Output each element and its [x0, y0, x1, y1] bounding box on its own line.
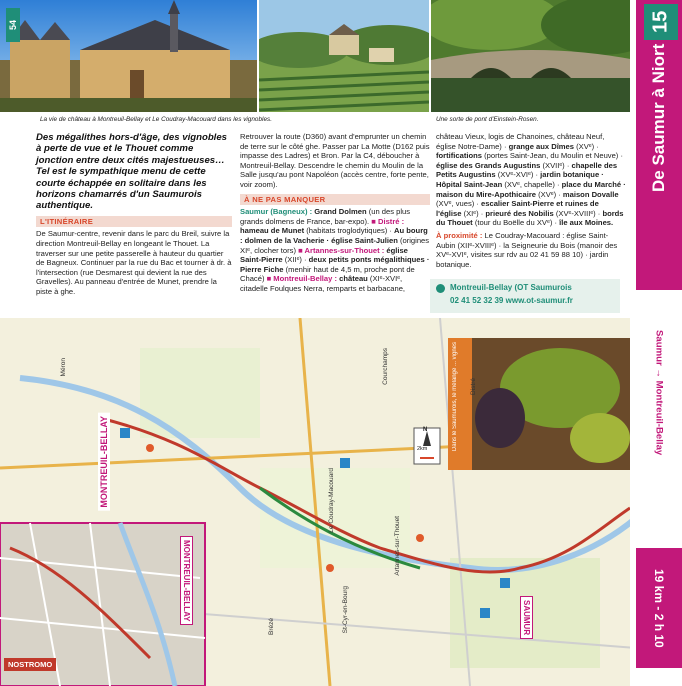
text: (XVᵉ-XVIIIᵉ) ·	[553, 208, 603, 218]
place-distre: ■ Distré :	[371, 216, 405, 226]
place-montreuil-bellay: ■ Montreuil-Bellay :	[266, 274, 337, 284]
text: (XVᵉ) ·	[536, 189, 563, 199]
place-artannes: ■ Artannes-sur-Thouet :	[298, 245, 385, 255]
photo-caption-right: Une sorte de pont d'Einstein-Rosen.	[436, 116, 539, 123]
route-number: 15	[644, 4, 678, 40]
place-saumur: Saumur (Bagneux) :	[240, 207, 313, 217]
site-bourg: Au bourg : dolmen de la Vacherie · église Saint-Julien	[240, 226, 428, 245]
sight: chapelle des Petits Augustins	[436, 160, 618, 180]
sight: maison Dovalle	[562, 189, 619, 199]
site-munet: hameau de Munet	[240, 226, 305, 236]
site-saint-pierre: église Saint-Pierre	[240, 245, 408, 265]
map-town-label: Artannes-sur-Thouet	[394, 516, 401, 576]
tourist-office-title: Montreuil-Bellay (OT Saumurois	[450, 283, 572, 292]
column-3	[436, 132, 626, 269]
column-1	[36, 132, 232, 297]
coudray-macouard-vineyards-photo	[259, 0, 429, 112]
sight: grange aux Dîmes	[508, 141, 575, 151]
map-town-montreuil-bellay: MONTREUIL-BELLAY	[98, 413, 110, 511]
stage-title: Saumur → Montreuil-Bellay	[653, 330, 665, 456]
sight: place du Marché · maison du Mire-Apothicaire	[436, 179, 626, 199]
site-ponts: deux petits ponts mégalithiques · Pierre Fiche	[240, 255, 430, 274]
site-note: (XIᵉ-XVIᵉ, citadelle Foulques Nerra, remparts et barbacane,	[240, 274, 406, 293]
stage-distance: 19 km - 2 h 10	[636, 548, 682, 668]
sight: île aux Moines.	[559, 218, 614, 228]
route-title: De Saumur à Niort	[649, 44, 668, 193]
map-scale: 2km	[417, 446, 428, 452]
map-town-label: Courchamps	[382, 348, 389, 385]
a-proximite	[436, 231, 626, 269]
sight: bords du Thouet	[436, 208, 624, 228]
photo-caption-left: La vie de château à Montreuil-Bellay et Le Coudray-Macouard dans les vignobles.	[40, 116, 272, 123]
tourist-office-url[interactable]: www.ot-saumur.fr	[505, 296, 573, 305]
tourist-office-contact	[450, 296, 573, 305]
intro-text: Des mégalithes hors-d'âge, des vignobles à perte de vue et le Thouet comme jonction entre deux cités majestueuses… Tel est le sympathique menu de cette courte échappée en solitaire dans les horizons chamarrés d'un Saumurois authentique.	[36, 132, 228, 212]
sight: escalier Saint-Pierre et ruines de l'église	[436, 199, 599, 218]
text: (tour du Boëlle du XVᵉ) ·	[472, 218, 560, 228]
map-zoom-title: MONTREUIL-BELLAY	[180, 536, 193, 625]
text: (XVᵉ, vues) ·	[436, 199, 482, 209]
site-note: (XIIᵉ) ·	[282, 255, 309, 265]
route-map	[0, 318, 636, 686]
ne-pas-manquer-text	[240, 207, 430, 293]
itinerary-paragraph-1: De Saumur-centre, revenir dans le parc du Breil, suivre la direction Montreuil-Bellay en longeant le Thouet. La traverser sur une petite passerelle à hauteur du quartier de Bagneux. Continuer par la rue du Bac et tourner à dr. à l'intersection (rue Desmarest qui devient la rue des Gravelles). Au panneau d'entrée de Munet, prendre la piste à ghe.	[36, 229, 232, 296]
tourist-office-box	[430, 279, 620, 313]
text: (XVᵉ) ·	[574, 141, 599, 151]
map-town-label: Le Coudray-Macouard	[328, 468, 335, 533]
sight: église des Grands Augustins	[436, 160, 541, 170]
chateau-montreuil-bellay-photo	[0, 0, 257, 112]
einstein-rosen-bridge-photo	[431, 0, 636, 112]
sight: prieuré des Nobilis	[485, 208, 554, 218]
itinerary-heading: L'ITINÉRAIRE	[36, 216, 232, 228]
site-note: (origines XIᵉ, clocher tors)	[240, 235, 430, 255]
a-proximite-text: Le Coudray-Macouard : église Saint-Aubin (XIIᵉ-XVIIIᵉ) · la Seigneurie du Bois (manoir des XVᵉ-XVIᵉ, visites sur rdv au 02 41 59 88 10) · jardin botanique.	[436, 230, 618, 269]
map-compass-n: N	[423, 427, 428, 433]
column-2	[240, 132, 430, 294]
sight: fortifications	[436, 151, 482, 161]
nostromo-logo: NOSTROMO	[4, 658, 56, 671]
site-chateau: château	[337, 274, 368, 284]
page-number: 54	[6, 8, 20, 42]
tourist-office-phone: 02 41 52 32 39	[450, 296, 504, 305]
map-town-saumur: SAUMUR	[520, 596, 533, 639]
text: (XIᵉ) ·	[461, 208, 486, 218]
map-town-label: Brézé	[268, 618, 275, 635]
text: château Vieux, logis de Chanoines, château Neuf, église Notre-Dame) ·	[436, 132, 605, 151]
text: (portes Saint-Jean, du Moulin et Neuve) ·	[482, 151, 623, 161]
map-drawing	[0, 318, 636, 686]
map-inset-caption: Dans le Saumurois, le mélange ... vignes	[452, 342, 458, 452]
montreuil-sights	[436, 132, 626, 228]
text: (XVᵉ-XVIᵉ) ·	[495, 170, 541, 180]
itinerary-paragraph-2: Retrouver la route (D360) avant d'emprunter un chemin de terre sur le côté ghe. Passer par La Motte (D162 puis impasse des Ladres) et Bron. Par la C4, déboucher à Montreuil-Bellay. Descendre le chemin du Moulin de la Salle jusqu'au pont Napoléon (accès centre, forte pente, voir zoom).	[240, 132, 430, 189]
site-note: (habitats troglodytiques) ·	[304, 226, 395, 236]
map-town-label: Distré	[470, 378, 477, 395]
text: (XVᵉ, chapelle) ·	[502, 179, 562, 189]
text: (XVIIᵉ) ·	[540, 160, 572, 170]
map-town-label: Méron	[60, 358, 67, 377]
sight: jardin botanique · Hôpital Saint-Jean	[436, 170, 604, 189]
site-note: (menhir haut de 4,5 m, proche pont de Chacé)	[240, 264, 415, 284]
site-note: (un des plus grands dolmens de France, bar-expo).	[240, 207, 411, 226]
info-icon	[436, 284, 445, 293]
map-town-label: St-Cyr-en-Bourg	[342, 586, 349, 634]
ne-pas-manquer-heading: À NE PAS MANQUER	[240, 194, 430, 206]
site-grand-dolmen: Grand Dolmen	[312, 207, 367, 217]
a-proximite-label: À proximité :	[436, 230, 483, 240]
